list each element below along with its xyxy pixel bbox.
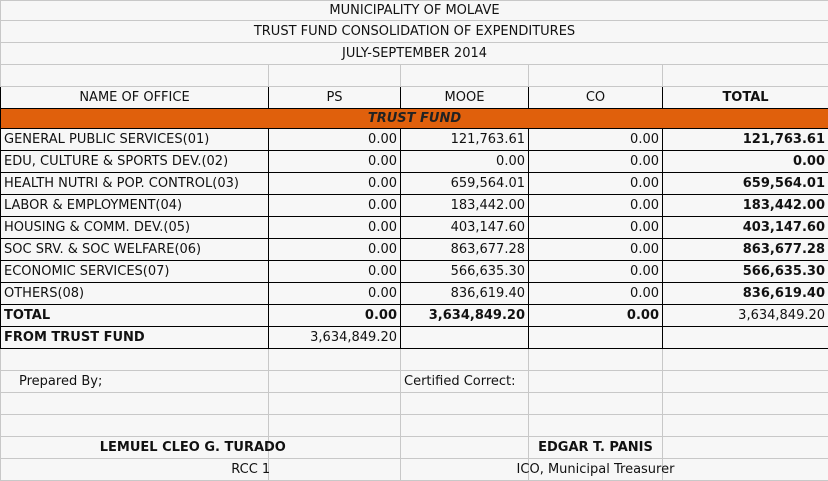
total-value: 121,763.61 <box>663 129 828 151</box>
office-name: OTHERS(08) <box>1 283 269 305</box>
title-period: JULY-SEPTEMBER 2014 <box>1 43 828 65</box>
ps-value: 0.00 <box>269 173 401 195</box>
prepared-by-title <box>1 459 269 481</box>
total-value: 836,619.40 <box>663 283 828 305</box>
table-row <box>1 217 828 239</box>
ps-value: 0.00 <box>269 261 401 283</box>
prepared-by-label: Prepared By; <box>1 371 269 393</box>
prepared-by-name <box>1 437 269 459</box>
cell[interactable] <box>401 327 529 349</box>
mooe-value: 863,677.28 <box>401 239 529 261</box>
office-name: EDU, CULTURE & SPORTS DEV.(02) <box>1 151 269 173</box>
header-mooe: MOOE <box>401 87 529 109</box>
title-municipality: MUNICIPALITY OF MOLAVE <box>1 1 828 21</box>
office-name: HEALTH NUTRI & POP. CONTROL(03) <box>1 173 269 195</box>
mooe-value: 659,564.01 <box>401 173 529 195</box>
cell[interactable] <box>529 65 663 87</box>
office-name: HOUSING & COMM. DEV.(05) <box>1 217 269 239</box>
mooe-value: 0.00 <box>401 151 529 173</box>
from-trust-fund-value: 3,634,849.20 <box>269 327 401 349</box>
table-row <box>1 151 828 173</box>
table-row <box>1 283 828 305</box>
ps-value: 0.00 <box>269 239 401 261</box>
co-value: 0.00 <box>529 173 663 195</box>
table-row <box>1 173 828 195</box>
certified-by-title-text: ICO, Municipal Treasurer <box>517 462 675 477</box>
ps-value: 0.00 <box>269 283 401 305</box>
header-ps: PS <box>269 87 401 109</box>
prepared-by-title-text: RCC 1 <box>231 462 270 477</box>
cell[interactable] <box>269 65 401 87</box>
office-name: LABOR & EMPLOYMENT(04) <box>1 195 269 217</box>
certified-by-name: EDGAR T. PANIS <box>529 437 663 459</box>
total-ps: 0.00 <box>269 305 401 327</box>
co-value: 0.00 <box>529 283 663 305</box>
total-total: 3,634,849.20 <box>663 305 828 327</box>
table-row <box>1 261 828 283</box>
mooe-value: 403,147.60 <box>401 217 529 239</box>
ps-value: 0.00 <box>269 151 401 173</box>
total-value: 403,147.60 <box>663 217 828 239</box>
cell[interactable] <box>529 327 663 349</box>
header-total: TOTAL <box>663 87 828 109</box>
total-co: 0.00 <box>529 305 663 327</box>
certified-by-title <box>529 459 663 481</box>
total-value: 0.00 <box>663 151 828 173</box>
mooe-value: 183,442.00 <box>401 195 529 217</box>
header-name-of-office: NAME OF OFFICE <box>1 87 269 109</box>
total-label: TOTAL <box>1 305 269 327</box>
co-value: 0.00 <box>529 239 663 261</box>
total-value: 863,677.28 <box>663 239 828 261</box>
cell[interactable] <box>663 65 828 87</box>
ps-value: 0.00 <box>269 217 401 239</box>
co-value: 0.00 <box>529 261 663 283</box>
ps-value: 0.00 <box>269 195 401 217</box>
office-name: GENERAL PUBLIC SERVICES(01) <box>1 129 269 151</box>
cell[interactable] <box>663 327 828 349</box>
table-row <box>1 129 828 151</box>
office-name: SOC SRV. & SOC WELFARE(06) <box>1 239 269 261</box>
total-value: 659,564.01 <box>663 173 828 195</box>
total-mooe: 3,634,849.20 <box>401 305 529 327</box>
header-co: CO <box>529 87 663 109</box>
co-value: 0.00 <box>529 217 663 239</box>
cell[interactable] <box>401 65 529 87</box>
prepared-by-name-text: LEMUEL CLEO G. TURADO <box>100 440 286 455</box>
certified-correct-label: Certified Correct: <box>401 371 529 393</box>
office-name: ECONOMIC SERVICES(07) <box>1 261 269 283</box>
mooe-value: 836,619.40 <box>401 283 529 305</box>
co-value: 0.00 <box>529 151 663 173</box>
table-row <box>1 239 828 261</box>
co-value: 0.00 <box>529 195 663 217</box>
from-trust-fund-label: FROM TRUST FUND <box>1 327 269 349</box>
ps-value: 0.00 <box>269 129 401 151</box>
mooe-value: 566,635.30 <box>401 261 529 283</box>
mooe-value: 121,763.61 <box>401 129 529 151</box>
title-report: TRUST FUND CONSOLIDATION OF EXPENDITURES <box>1 21 828 43</box>
section-trust-fund: TRUST FUND <box>1 109 828 129</box>
total-value: 183,442.00 <box>663 195 828 217</box>
cell[interactable] <box>1 65 269 87</box>
co-value: 0.00 <box>529 129 663 151</box>
table-row <box>1 195 828 217</box>
total-value: 566,635.30 <box>663 261 828 283</box>
